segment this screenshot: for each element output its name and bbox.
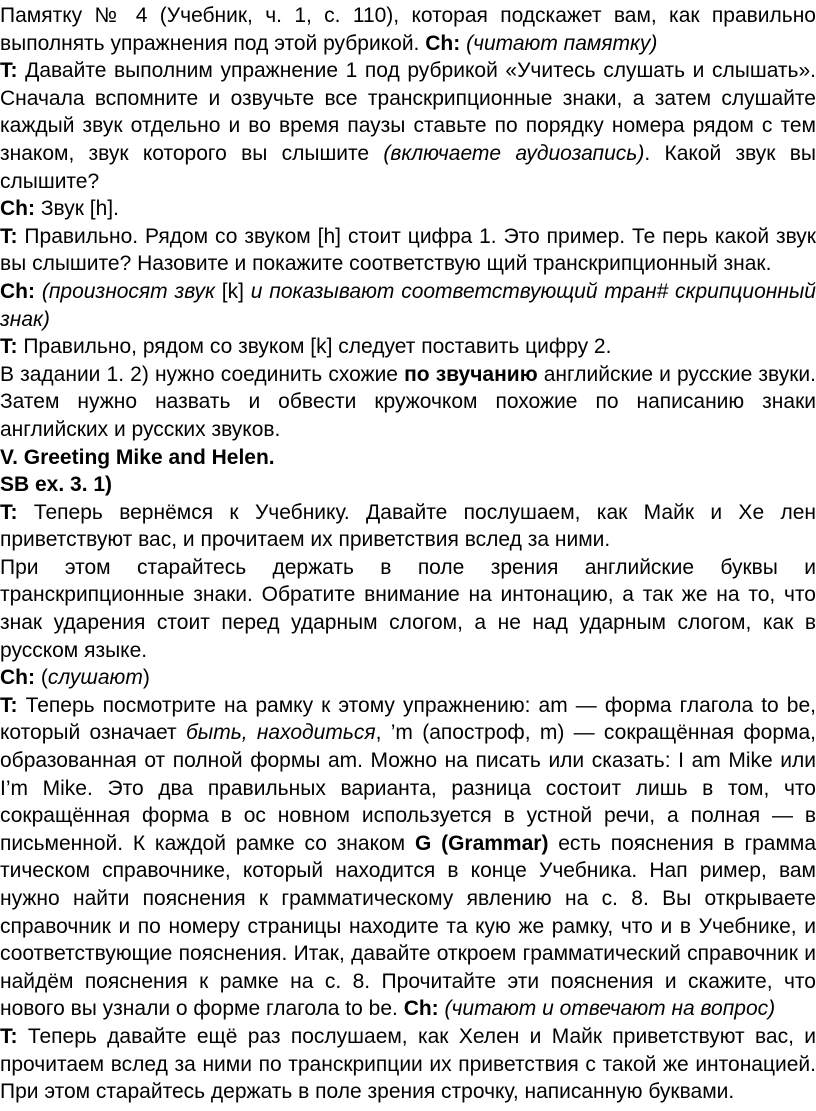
text-run: (произносят звук <box>41 279 215 303</box>
text-run: (читают и отвечают на вопрос) <box>444 997 776 1021</box>
text-run <box>35 280 42 303</box>
text-run: При этом старайтесь держать в поле зрения английские буквы и транскрипционные знаки. Обратите внимание на интонацию, а так же на то, что знак ударения стоит перед ударным слогом, а не над ударным слогом, как в русском языке. <box>0 555 816 662</box>
text-run: T: <box>0 224 18 248</box>
text-run: английские и русские звуки. Затем нужно назвать и обвести кружочком похожие по написанию знаки английских и русских звуков. <box>0 362 816 441</box>
text-run: В задании 1. 2) нужно соединить схожие <box>0 362 405 386</box>
text-run: T: <box>0 693 18 717</box>
paragraph-p10 <box>0 499 816 554</box>
text-run: T: <box>0 335 18 359</box>
text-run: T: <box>0 1024 18 1048</box>
text-run: Ch: <box>0 666 35 690</box>
text-run: G (Grammar) <box>414 831 549 855</box>
paragraph-p2 <box>0 57 816 195</box>
text-run: T: <box>0 59 18 83</box>
text-run: ) <box>142 666 150 690</box>
text-run: по звучанию <box>404 362 538 386</box>
text-run: (включаете аудиозапись) <box>383 141 645 165</box>
paragraph-p9 <box>0 471 816 499</box>
text-run: Правильно, рядом со звуком [k] следует поставить цифру 2. <box>17 335 612 359</box>
text-run: Ch: <box>0 279 35 303</box>
text-run: Ch: <box>0 197 35 221</box>
paragraph-p7 <box>0 361 816 444</box>
paragraph-p12 <box>0 664 816 692</box>
paragraph-p4 <box>0 223 816 278</box>
paragraph-p6 <box>0 333 816 361</box>
text-run: Ch: <box>403 997 439 1021</box>
text-run: Звук [h]. <box>35 197 119 221</box>
text-run: (читают памятку) <box>466 31 658 55</box>
paragraph-p13 <box>0 692 816 1023</box>
text-run: Теперь посмотрите на рамку к этому упражнению: am — форма глагола to be, который означает <box>0 693 816 745</box>
paragraph-p11 <box>0 554 816 664</box>
text-run: SB ex. 3. 1) <box>0 473 113 497</box>
paragraph-p14 <box>0 1023 816 1106</box>
text-run: есть пояснения в грамма тическом справочнике, который находится в конце Учебника. Нап ример, вам нужно найти пояснения к грамматическому явлению на с. 8. Вы открываете справочник и по номеру страницы находите та кую же рамку, что и в Учебнике, и соответствующие пояснения. Итак, давайте откроем грамматический справочник и найдём пояснения к рамке на с. 8. Прочитайте эти пояснения и скажите, что нового вы узнали о форме глагола to be. <box>0 831 816 1021</box>
paragraph-p3 <box>0 195 816 223</box>
text-run: , ’m (апостроф, m) — сокращённая форма, образованная от полной формы am. Можно на писать или сказать: I am Mike или I’m Mike. Это два правильных варианта, разница состоит лишь в том, что сокращённая форма в ос новном используется в устной речи, а полная — в письменной. К каждой рамке со знаком <box>0 721 816 855</box>
text-run: T: <box>0 500 18 524</box>
text-run: Правильно. Рядом со звуком [h] стоит цифра 1. Это пример. Те перь какой звук вы слышите? Назовите и покажите соответствую щий транскрипционный знак. <box>0 224 816 276</box>
text-run: . Какой звук вы слышите? <box>0 141 816 193</box>
text-run: [k] <box>214 279 251 303</box>
text-run: Теперь давайте ещё раз послушаем, как Хелен и Майк приветствуют вас, и прочитаем вслед за ними по транскрипции их приветствия с такой же интонацией. При этом старайтесь держать в поле зрения строчку, написанную буквами. <box>0 1024 816 1104</box>
text-run: Теперь вернёмся к Учебнику. Давайте послушаем, как Майк и Хе лен приветствуют вас, и прочитаем их приветствия вслед за ними. <box>0 500 816 552</box>
text-run: Давайте выполним упражнение 1 под рубрикой «Учитесь слушать и слышать». Сначала вспомните и озвучьте все транскрипционные знаки, а затем слушайте каждый звук отдельно и во время паузы ставьте по порядку номера рядом с тем знаком, звук которого вы слышите <box>0 59 816 165</box>
text-run: ( <box>35 666 48 690</box>
text-run: слушают <box>47 666 143 690</box>
text-run: быть, находиться <box>185 721 376 745</box>
paragraph-p8 <box>0 444 816 472</box>
text-run: Ch: <box>425 31 461 55</box>
text-run: и показывают соответствующий тран# скрипционный знак) <box>0 279 816 331</box>
document-body <box>0 2 816 1106</box>
paragraph-p5 <box>0 278 816 333</box>
paragraph-p1 <box>0 2 816 57</box>
text-run: V. Greeting Mike and Helen. <box>0 445 275 469</box>
text-run: Памятку № 4 (Учебник, ч. 1, с. 110), которая подскажет вам, как правильно выполнять упражнения под этой рубрикой. <box>0 4 816 55</box>
